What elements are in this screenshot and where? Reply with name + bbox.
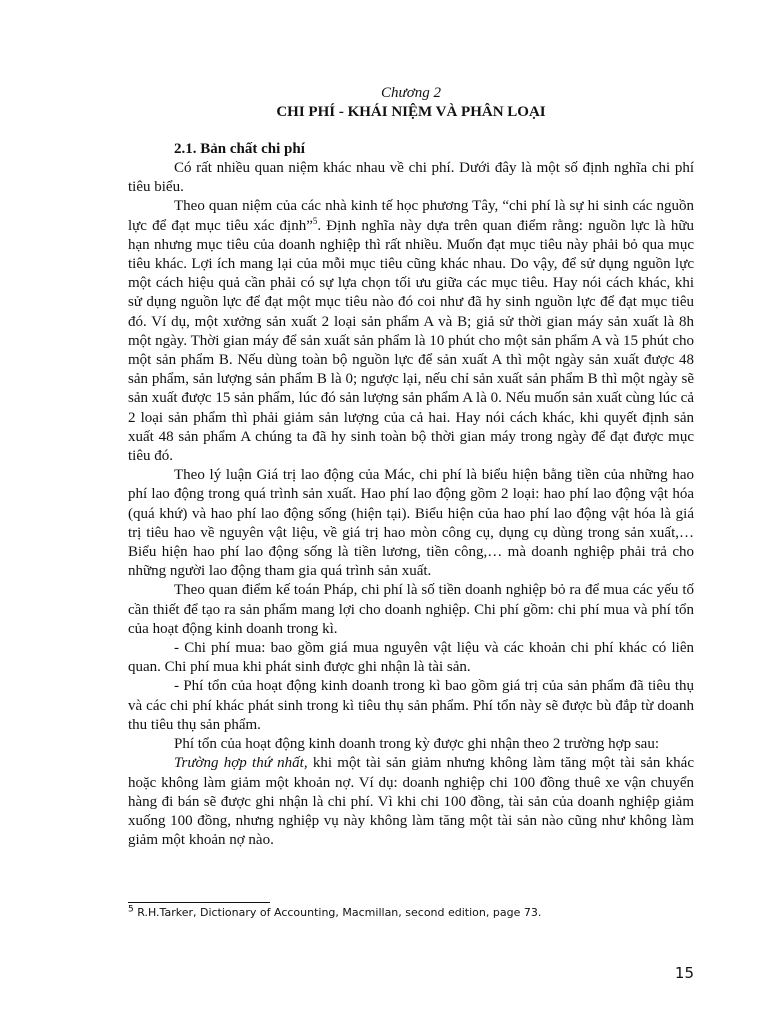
chapter-label: Chương 2 — [381, 85, 441, 101]
paragraph-2-end: . Định nghĩa này dựa trên quan điểm rằng: nguồn lực là hữu hạn nhưng mục tiêu của doanh nghiệp thì rất nhiều. Muốn đạt mục tiêu này phải bỏ qua mục tiêu khác. Lợi ích mang lại của mỗi mục tiêu cũng khác nhau. Do vậy, để sử dụng nguồn lực một cách hiệu quả cần phải có sự lựa chọn tối ưu giữa các mục tiêu. Hay nói cách khác, khi sử dụng nguồn lực để đạt một mục tiêu nào đó coi như đã hy sinh nguồn lực để đạt mục tiêu đó. Ví dụ, một xưởng sản xuất 2 loại sản phẩm A và B; giả sử thời gian máy sản xuất là 8h một ngày. Thời gian máy để sản xuất sản phẩm là 10 phút cho một sản phẩm A và 15 phút cho một sản phẩm B. Nếu dùng toàn bộ nguồn lực để sản xuất A thì một ngày sản xuất được 48 sản phẩm, sản lượng sản phẩm B là 0; ngược lại, nếu chỉ sản xuất sản phẩm B thì một ngày sẽ sản xuất được 15 sản phẩm, lúc đó sản lượng sản phẩm A là 0. Nếu muốn sản xuất cùng lúc cả 2 loại sản phẩm thì phải giảm sản lượng của cả hai. Hay nói cách khác, khi quyết định sản xuất 48 sản phẩm A chúng ta đã hy sinh toàn bộ thời gian máy trong ngày để đạt được mục tiêu đó. — [128, 217, 694, 465]
paragraph-2 — [128, 197, 694, 466]
chapter-title: CHI PHÍ - KHÁI NIỆM VÀ PHÂN LOẠI — [276, 104, 546, 120]
paragraph-5: - Chi phí mua: bao gồm giá mua nguyên vật liệu và các khoản chi phí khác có liên quan. Chi phí mua khi phát sinh được ghi nhận là tài sản. — [128, 640, 694, 676]
paragraph-2-start: Theo quan niệm của các nhà kinh tế học phương Tây, “chi phí là sự hi sinh các nguồn lực để đạt mục tiêu xác định” — [128, 198, 694, 234]
paragraph-7: Phí tổn của hoạt động kinh doanh trong kỳ được ghi nhận theo 2 trường hợp sau: — [174, 736, 659, 753]
paragraph-4: Theo quan điểm kế toán Pháp, chi phí là số tiền doanh nghiệp bỏ ra để mua các yếu tố cần thiết để tạo ra sản phẩm mang lợi cho doanh nghiệp. Chi phí gồm: chi phí mua và phí tổn của hoạt động kinh doanh trong kì. — [128, 582, 694, 637]
footnote-divider — [128, 902, 270, 903]
footnote — [128, 905, 694, 920]
page-number: 15 — [674, 964, 694, 982]
footnote-marker: 5 — [128, 904, 134, 915]
paragraph-6: - Phí tổn của hoạt động kinh doanh trong kì bao gồm giá trị của sản phẩm đã tiêu thụ và các chi phí khác phát sinh trong kì tiêu thụ sản phẩm. Phí tổn này sẽ được bù đắp từ doanh thu tiêu thụ sản phẩm. — [128, 678, 694, 733]
paragraph-8-emphasis: Trường hợp thứ nhất, — [174, 755, 308, 772]
paragraph-8-text: khi một tài sản giảm nhưng không làm tăng một tài sản khác hoặc không làm giảm một khoản nợ. Ví dụ: doanh nghiệp chi 100 đồng thuê xe vận chuyển hàng đi bán sẽ được ghi nhận là chi phí. Vì khi chi 100 đồng, tài sản của doanh nghiệp giảm xuống 100 đồng, nhưng nghiệp vụ này không làm tăng một tài sản nào cũng như không làm giảm một khoản nợ nào. — [128, 755, 695, 849]
paragraph-3: Theo lý luận Giá trị lao động của Mác, chi phí là biểu hiện bằng tiền của những hao phí lao động trong quá trình sản xuất. Hao phí lao động gồm 2 loại: hao phí lao động vật hóa (quá khứ) và hao phí lao động sống (hiện tại). Biểu hiện của hao phí lao động vật hóa là giá trị tiêu hao về nguyên vật liệu, về giá trị hao mòn công cụ, dụng cụ dùng trong sản xuất,…Biểu hiện hao phí lao động sống là tiền lương, tiền công,… mà doanh nghiệp phải trả cho những người lao động tham gia quá trình sản xuất. — [128, 467, 694, 580]
paragraph-8 — [128, 754, 694, 850]
footnote-reference[interactable]: 5 — [312, 215, 318, 226]
section-heading: 2.1. Bản chất chi phí — [174, 141, 305, 157]
document-page — [128, 84, 694, 850]
body-text — [128, 159, 694, 850]
footnote-text: R.H.Tarker, Dictionary of Accounting, Macmillan, second edition, page 73. — [133, 906, 542, 919]
paragraph-1: Có rất nhiều quan niệm khác nhau về chi phí. Dưới đây là một số định nghĩa chi phí tiêu biểu. — [128, 160, 694, 196]
